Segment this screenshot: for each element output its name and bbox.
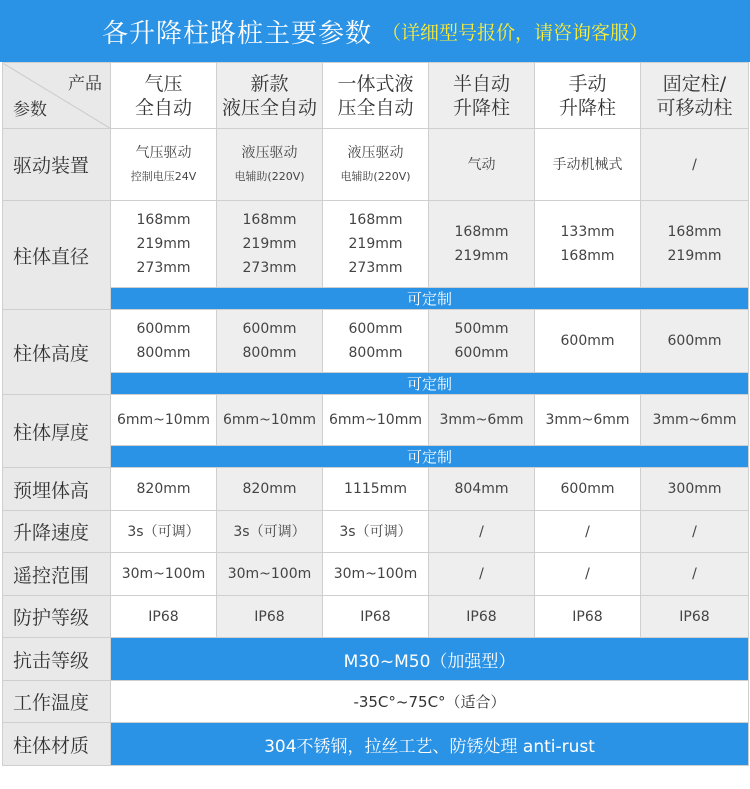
table-cell: 3mm~6mm xyxy=(429,395,535,446)
table-cell: 820mm xyxy=(111,468,217,511)
table-cell: 600mm xyxy=(641,310,749,373)
diameter-row xyxy=(3,201,749,288)
table-cell: / xyxy=(641,129,749,201)
diameter-band-row xyxy=(3,288,749,310)
table-cell: 600mm 800mm xyxy=(217,310,323,373)
row-label: 预埋体高 xyxy=(3,468,111,511)
table-cell: 6mm~10mm xyxy=(111,395,217,446)
table-cell: 气动 xyxy=(429,129,535,201)
temperature-row xyxy=(3,681,749,723)
corner-cell xyxy=(3,63,111,129)
material-row xyxy=(3,723,749,766)
table-cell: IP68 xyxy=(429,596,535,638)
product-header: 一体式液 压全自动 xyxy=(323,63,429,129)
table-cell: 6mm~10mm xyxy=(323,395,429,446)
row-label: 柱体材质 xyxy=(3,723,111,766)
table-cell: 600mm xyxy=(535,310,641,373)
table-cell: 液压驱动 电辅助(220V) xyxy=(323,129,429,201)
table-cell: 30m~100m xyxy=(323,553,429,596)
table-cell: 600mm 800mm xyxy=(111,310,217,373)
corner-product-label: 产品 xyxy=(68,74,102,94)
row-label: 工作温度 xyxy=(3,681,111,723)
row-label: 驱动装置 xyxy=(3,129,111,201)
page-title: 各升降柱路桩主要参数 xyxy=(101,18,372,49)
row-label: 防护等级 xyxy=(3,596,111,638)
temperature-value: -35C°~75C°（适合） xyxy=(111,681,749,723)
table-cell: 168mm 219mm xyxy=(429,201,535,288)
row-label: 柱体厚度 xyxy=(3,395,111,468)
row-label: 升降速度 xyxy=(3,511,111,553)
product-header: 新款 液压全自动 xyxy=(217,63,323,129)
table-cell: 600mm 800mm xyxy=(323,310,429,373)
table-cell: 6mm~10mm xyxy=(217,395,323,446)
table-cell: 168mm 219mm 273mm xyxy=(323,201,429,288)
table-cell: 3s（可调） xyxy=(217,511,323,553)
table-cell: 气压驱动 控制电压24V xyxy=(111,129,217,201)
customizable-band: 可定制 xyxy=(111,288,749,310)
table-cell: 3s（可调） xyxy=(111,511,217,553)
height-row xyxy=(3,310,749,373)
product-header: 手动 升降柱 xyxy=(535,63,641,129)
row-label: 柱体直径 xyxy=(3,201,111,310)
table-cell: 168mm 219mm xyxy=(641,201,749,288)
height-band-row xyxy=(3,373,749,395)
thickness-band-row xyxy=(3,446,749,468)
table-cell: 手动机械式 xyxy=(535,129,641,201)
product-header: 半自动 升降柱 xyxy=(429,63,535,129)
table-cell: 133mm 168mm xyxy=(535,201,641,288)
table-cell: / xyxy=(535,553,641,596)
speed-row xyxy=(3,511,749,553)
product-header: 气压 全自动 xyxy=(111,63,217,129)
table-cell: IP68 xyxy=(535,596,641,638)
page-header xyxy=(0,0,750,62)
table-cell: 30m~100m xyxy=(111,553,217,596)
embed-row xyxy=(3,468,749,511)
table-cell: / xyxy=(429,511,535,553)
table-cell: 168mm 219mm 273mm xyxy=(111,201,217,288)
customizable-band: 可定制 xyxy=(111,373,749,395)
table-cell: / xyxy=(535,511,641,553)
table-cell: IP68 xyxy=(641,596,749,638)
row-label: 遥控范围 xyxy=(3,553,111,596)
impact-row xyxy=(3,638,749,681)
remote-row xyxy=(3,553,749,596)
table-cell: 3mm~6mm xyxy=(535,395,641,446)
table-cell: IP68 xyxy=(111,596,217,638)
table-cell: IP68 xyxy=(323,596,429,638)
product-header: 固定柱/ 可移动柱 xyxy=(641,63,749,129)
table-cell: 3mm~6mm xyxy=(641,395,749,446)
table-cell: 1115mm xyxy=(323,468,429,511)
table-cell: 820mm xyxy=(217,468,323,511)
table-cell: / xyxy=(641,511,749,553)
table-cell: 600mm xyxy=(535,468,641,511)
table-cell: 500mm 600mm xyxy=(429,310,535,373)
protection-row xyxy=(3,596,749,638)
thickness-row xyxy=(3,395,749,446)
table-cell: / xyxy=(641,553,749,596)
table-cell: 168mm 219mm 273mm xyxy=(217,201,323,288)
row-label: 柱体高度 xyxy=(3,310,111,395)
table-cell: 804mm xyxy=(429,468,535,511)
customizable-band: 可定制 xyxy=(111,446,749,468)
table-cell: / xyxy=(429,553,535,596)
impact-value: M30~M50（加强型） xyxy=(111,638,749,681)
material-value: 304不锈钢，拉丝工艺、防锈处理 anti-rust xyxy=(111,723,749,766)
table-cell: IP68 xyxy=(217,596,323,638)
drive-row xyxy=(3,129,749,201)
parameter-table xyxy=(2,62,749,766)
corner-param-label: 参数 xyxy=(13,100,47,120)
table-cell: 液压驱动 电辅助(220V) xyxy=(217,129,323,201)
product-header-row xyxy=(3,63,749,129)
table-cell: 3s（可调） xyxy=(323,511,429,553)
table-cell: 300mm xyxy=(641,468,749,511)
table-cell: 30m~100m xyxy=(217,553,323,596)
consult-note: （详细型号报价，请咨询客服） xyxy=(382,21,649,44)
row-label: 抗击等级 xyxy=(3,638,111,681)
